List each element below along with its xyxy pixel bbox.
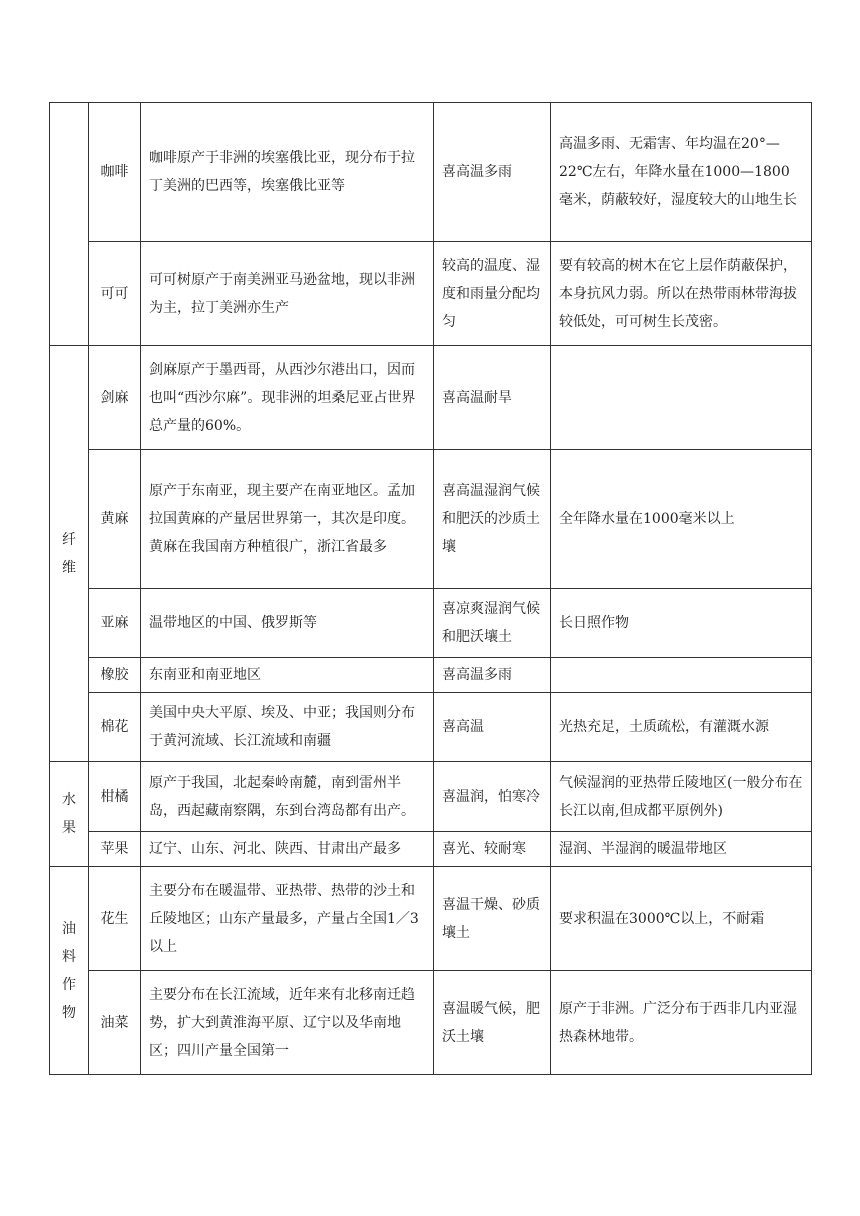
conditions-cell: 原产于非洲。广泛分布于西非几内亚湿热森林地带。 — [551, 971, 812, 1075]
table-row — [50, 589, 812, 658]
category-char: 料 — [62, 948, 76, 965]
distribution-cell: 辽宁、山东、河北、陕西、甘肃出产最多 — [141, 832, 434, 867]
conditions-cell — [551, 658, 812, 693]
conditions-cell: 高温多雨、无霜害、年均温在20°—22℃左右，年降水量在1000—1800毫米，荫蔽较好，湿度较大的山地生长 — [551, 103, 812, 242]
crop-name: 油菜 — [89, 971, 141, 1075]
category-cell-fiber — [50, 346, 89, 762]
distribution-cell: 温带地区的中国、俄罗斯等 — [141, 589, 434, 658]
category-char: 物 — [62, 1004, 76, 1021]
category-char: 水 — [62, 792, 76, 808]
table-row — [50, 242, 812, 346]
crop-name: 花生 — [89, 867, 141, 971]
table-row — [50, 450, 812, 589]
category-char: 果 — [62, 820, 76, 836]
conditions-cell — [551, 346, 812, 450]
climate-cell: 喜高温耐旱 — [434, 346, 551, 450]
conditions-cell: 要有较高的树木在它上层作荫蔽保护，本身抗风力弱。所以在热带雨林带海拔较低处，可可树生长茂密。 — [551, 242, 812, 346]
conditions-cell: 长日照作物 — [551, 589, 812, 658]
distribution-cell: 咖啡原产于非洲的埃塞俄比亚，现分布于拉丁美洲的巴西等，埃塞俄比亚等 — [141, 103, 434, 242]
crop-name: 棉花 — [89, 693, 141, 762]
table-row — [50, 971, 812, 1075]
distribution-cell: 原产于我国，北起秦岭南麓，南到雷州半岛，西起藏南察隅，东到台湾岛都有出产。 — [141, 762, 434, 832]
table-row — [50, 867, 812, 971]
category-char: 油 — [62, 920, 76, 937]
climate-cell: 喜高温多雨 — [434, 103, 551, 242]
table-row — [50, 658, 812, 693]
climate-cell: 较高的温度、湿度和雨量分配均匀 — [434, 242, 551, 346]
climate-cell: 喜光、较耐寒 — [434, 832, 551, 867]
climate-cell: 喜高温 — [434, 693, 551, 762]
table-row — [50, 346, 812, 450]
distribution-cell: 剑麻原产于墨西哥，从西沙尔港出口，因而也叫“西沙尔麻”。现非洲的坦桑尼亚占世界总产量的60%。 — [141, 346, 434, 450]
climate-cell: 喜温干燥、砂质壤土 — [434, 867, 551, 971]
table-row — [50, 762, 812, 832]
category-cell-empty — [50, 103, 89, 346]
climate-cell: 喜温润，怕寒冷 — [434, 762, 551, 832]
distribution-cell: 可可树原产于南美洲亚马逊盆地，现以非洲为主，拉丁美洲亦生产 — [141, 242, 434, 346]
conditions-cell: 要求积温在3000℃以上，不耐霜 — [551, 867, 812, 971]
crop-table — [49, 102, 812, 1075]
table-row — [50, 693, 812, 762]
category-cell-fruit — [50, 762, 89, 867]
crop-name: 苹果 — [89, 832, 141, 867]
category-char: 维 — [62, 559, 76, 576]
climate-cell: 喜高温多雨 — [434, 658, 551, 693]
climate-cell: 喜高温湿润气候和肥沃的沙质土壤 — [434, 450, 551, 589]
crop-name: 咖啡 — [89, 103, 141, 242]
category-cell-oil — [50, 867, 89, 1075]
climate-cell: 喜温暖气候，肥沃土壤 — [434, 971, 551, 1075]
distribution-cell: 主要分布在暖温带、亚热带、热带的沙土和丘陵地区；山东产量最多，产量占全国1／3以上 — [141, 867, 434, 971]
conditions-cell: 全年降水量在1000毫米以上 — [551, 450, 812, 589]
crop-name: 黄麻 — [89, 450, 141, 589]
conditions-cell: 气候湿润的亚热带丘陵地区(一般分布在长江以南,但成都平原例外) — [551, 762, 812, 832]
conditions-cell: 湿润、半湿润的暖温带地区 — [551, 832, 812, 867]
distribution-cell: 东南亚和南亚地区 — [141, 658, 434, 693]
conditions-cell: 光热充足，土质疏松，有灌溉水源 — [551, 693, 812, 762]
table-row — [50, 832, 812, 867]
category-char: 作 — [62, 976, 76, 993]
category-char: 纤 — [62, 531, 76, 548]
distribution-cell: 原产于东南亚，现主要产在南亚地区。孟加拉国黄麻的产量居世界第一，其次是印度。黄麻在我国南方种植很广，浙江省最多 — [141, 450, 434, 589]
crop-name: 亚麻 — [89, 589, 141, 658]
crop-name: 可可 — [89, 242, 141, 346]
distribution-cell: 美国中央大平原、埃及、中亚；我国则分布于黄河流域、长江流域和南疆 — [141, 693, 434, 762]
climate-cell: 喜凉爽湿润气候和肥沃壤土 — [434, 589, 551, 658]
crop-name: 剑麻 — [89, 346, 141, 450]
crop-name: 橡胶 — [89, 658, 141, 693]
crop-name: 柑橘 — [89, 762, 141, 832]
table-row — [50, 103, 812, 242]
distribution-cell: 主要分布在长江流域，近年来有北移南迁趋势，扩大到黄淮海平原、辽宁以及华南地区；四川产量全国第一 — [141, 971, 434, 1075]
